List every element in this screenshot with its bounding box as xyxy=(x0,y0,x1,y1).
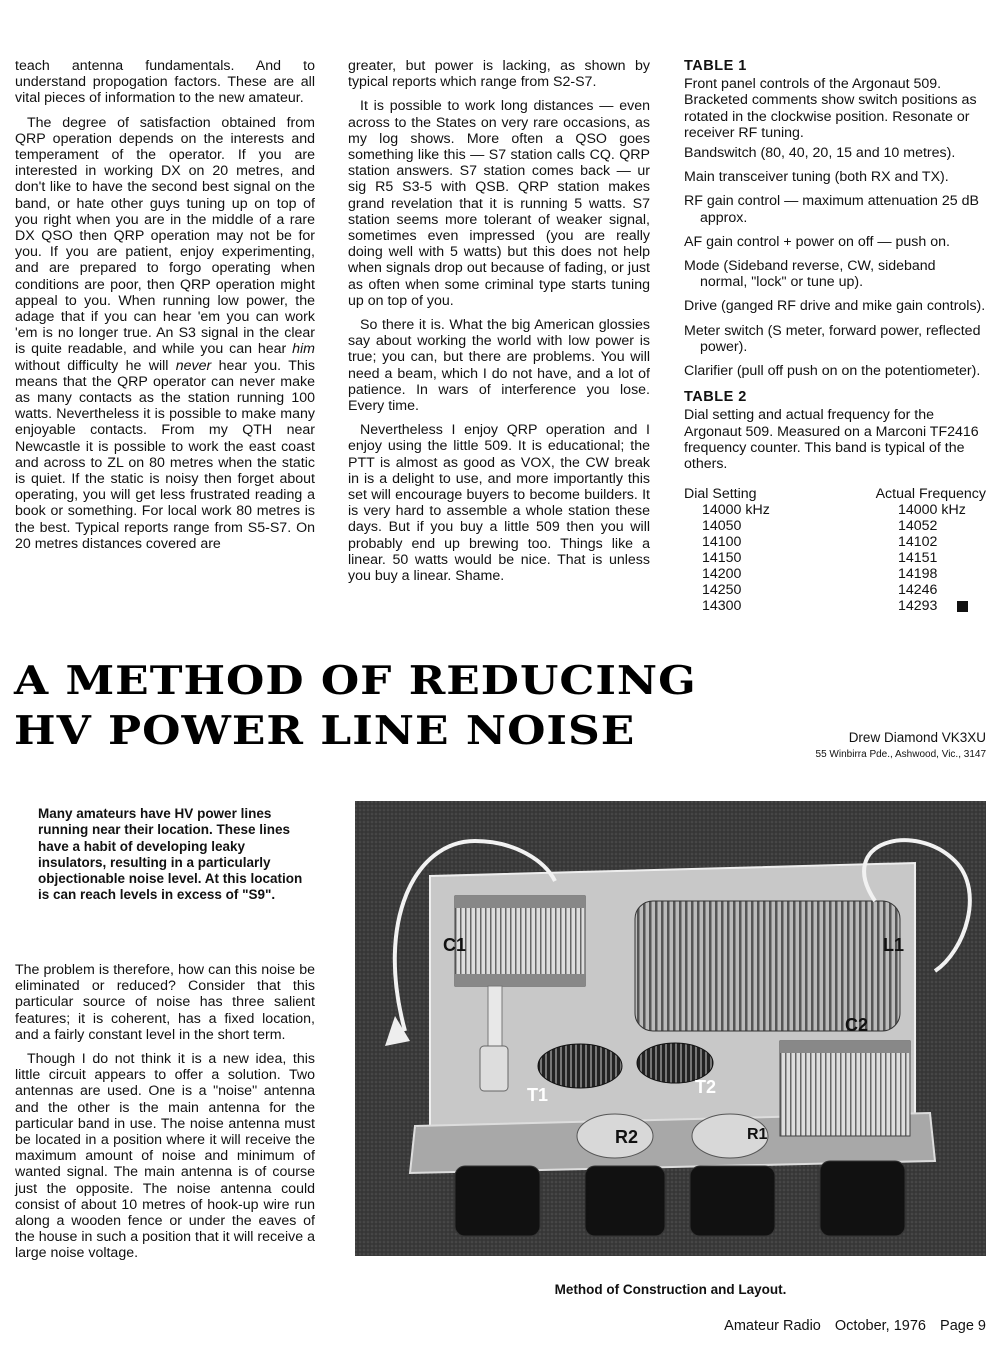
table-row xyxy=(684,550,986,566)
label-r1: R1 xyxy=(747,1126,768,1143)
dial-setting-header: Dial Setting xyxy=(684,486,757,503)
table-1-intro: Front panel controls of the Argonaut 509. Bracketed comments show switch positions as rotated in the clockwise position. Resonate or receiver RF tuning. xyxy=(684,76,977,141)
article-body xyxy=(15,962,315,1270)
shaft-coupler xyxy=(480,1046,508,1091)
dial-cell: 14300 xyxy=(702,598,742,615)
freq-cell: 14052 xyxy=(898,518,938,535)
toroid-t1 xyxy=(538,1044,622,1088)
label-c2: C2 xyxy=(845,1015,869,1035)
byline xyxy=(816,730,986,760)
author-name: Drew Diamond VK3XU xyxy=(848,730,986,745)
knob-4 xyxy=(820,1161,905,1236)
headline-line-2: HV POWER LINE NOISE xyxy=(14,708,636,755)
label-c1: C1 xyxy=(443,935,467,955)
col1-paragraph-2 xyxy=(15,115,315,552)
freq-cell: 14246 xyxy=(898,582,938,599)
dial-cell: 14050 xyxy=(702,518,742,535)
freq-cell: 14102 xyxy=(898,534,938,551)
knob-1 xyxy=(455,1166,540,1236)
col1-p2-text-b: without difficulty he will xyxy=(15,357,176,374)
freq-cell-last: 14293 xyxy=(898,598,938,615)
table-2-header xyxy=(684,486,986,502)
label-r2: R2 xyxy=(615,1127,639,1147)
col1-p2-emphasis-2: never xyxy=(175,357,212,374)
col2-paragraph-2: It is possible to work long distances — even across to the States on very rare occasions, as my log shows. More often a QSO goes something like this — S7 station calls CQ. QRP station answers. S7 station comes back — ur sig R5 S3-5 with QSB. QRP station makes grand revelation that it is running 5 watts. S7 station seems more tolerant of weaker signal, sometimes even impressed (you are really doing well with 5 watts) but this does not help when signals drop out because of fading, or just as often when some criminal type starts tuning up on top of you. xyxy=(348,98,650,309)
footer-page: Page 9 xyxy=(940,1318,986,1334)
coil-l1 xyxy=(635,901,900,1031)
col1-paragraph-1: teach antenna fundamentals. And to understand propogation factors. These are all vital pieces of information to the new amateur. xyxy=(15,58,315,107)
label-t1: T1 xyxy=(527,1085,549,1105)
column-1 xyxy=(15,58,315,560)
table-1-item: Clarifier (pull off push on on the potentiometer). xyxy=(684,363,981,380)
dial-cell: 14000 kHz xyxy=(702,502,770,519)
table-1-item: Meter switch (S meter, forward power, reflected power). xyxy=(684,322,981,355)
table-row xyxy=(684,582,986,598)
table-1-item: Bandswitch (80, 40, 20, 15 and 10 metres). xyxy=(684,145,956,162)
col1-p2-emphasis-1: him xyxy=(292,341,315,358)
page-footer xyxy=(714,1318,986,1334)
table-1-item: Drive (ganged RF drive and mike gain controls). xyxy=(684,298,986,315)
knob-2 xyxy=(585,1166,665,1236)
dial-cell: 14200 xyxy=(702,566,742,583)
end-of-article-mark xyxy=(957,601,968,612)
table-1-item: AF gain control + power on off — push on. xyxy=(684,233,950,250)
lead-paragraph: Many amateurs have HV power lines running near their location. These lines have a habit of developing leaky insulators, resulting in a particularly objectionable noise level. At this location is can reach levels in excess of "S9". xyxy=(38,806,303,903)
label-t2: T2 xyxy=(695,1077,717,1097)
capacitor-c1 xyxy=(455,896,585,986)
knob-3 xyxy=(690,1166,775,1236)
dial-cell: 14150 xyxy=(702,550,742,567)
table-2-title: TABLE 2 xyxy=(684,389,747,406)
col1-p2-text-a: The degree of satisfaction obtained from QRP operation depends on the interests and temperament of the operator. If you are interested in working DX on 20 metres, and don't like to have the second best signal on the band, or hate other guys tuning up on top of you right when you are in the middle of a rare DX QSO then QRP operation may not be for you. If you are patient, enjoy experimenting, and are prepared to forgo operating when conditions are poor, then QRP operation might appeal to you. When running low power, the adage that if you can hear 'em you can work 'em is no longer true. An S3 signal in the clear is quite readable, and while you can hear xyxy=(15,114,315,358)
table-row xyxy=(684,598,986,614)
footer-magazine: Amateur Radio xyxy=(724,1318,821,1334)
freq-cell xyxy=(874,598,978,614)
col2-paragraph-4: Nevertheless I enjoy QRP operation and I enjoy using the little 509. It is educational; the PTT is almost as good as VOX, the CW break in is a delight to use, and more importantly this set will encourage buyers to become builders. It is very hard to assemble a whole station these days. But if you buy a little 509 then you will probably end up brewing too. Things like a linear. 50 watts would be nice. That is unless you buy a linear. Shame. xyxy=(348,422,650,585)
capacitor-shaft xyxy=(488,986,502,1046)
column-3-tables xyxy=(684,58,986,614)
table-row xyxy=(684,518,986,534)
table-1-item: Main transceiver tuning (both RX and TX). xyxy=(684,169,949,186)
actual-frequency-header: Actual Frequency xyxy=(875,486,986,503)
table-1-title: TABLE 1 xyxy=(684,58,747,74)
freq-cell: 14151 xyxy=(898,550,938,567)
capacitor-c2 xyxy=(780,1041,910,1136)
col1-p2-text-c: hear you. This means that the QRP operator can never make as many contacts as the station running 100 watts. Nevertheless it is possible to make many enjoyable contacts. From my QTH near Newcastle it is possible to work the east coast and across to ZL on 80 metres when the static is quiet. If the static is noisy then forget about operating, you will get less frustrated reading a book or something. For local work 80 metres is the best. Typical reports range from S5-S7. On 20 metres distances covered are xyxy=(15,357,315,552)
column-2 xyxy=(348,58,650,592)
article-paragraph-1: The problem is therefore, how can this noise be eliminated or reduced? Consider that this particular source of noise has three salient features; it is coherent, has a fixed location, and a fairly constant level in the short term. xyxy=(15,962,315,1043)
col2-paragraph-1: greater, but power is lacking, as shown by typical reports which range from S2-S7. xyxy=(348,58,650,91)
table-2-intro: Dial setting and actual frequency for the Argonaut 509. Measured on a Marconi TF2416 frequency counter. This band is typical of the others. xyxy=(684,407,979,473)
dial-cell: 14100 xyxy=(702,534,742,551)
article-paragraph-2: Though I do not think it is a new idea, this little circuit appears to offer a solution. Two antennas are used. One is a "noise" antenna and the other is the main antenna for the particular band in use. The noise antenna must be located in a position where it will receive the maximum amount of noise and minimum of wanted signal. The main antenna is of course just the opposite. The noise antenna could consist of about 10 metres of hook-up wire run along a wooden fence or under the eaves of the house in such a position that it will receive a large noise voltage. xyxy=(15,1051,315,1262)
article-headline xyxy=(14,656,697,757)
col2-paragraph-3: So there it is. What the big American glossies say about working the world with low power is true; you can, but there are problems. You will need a beam, which I do not have, and a lot of patience. In wars of interference you lose. Every time. xyxy=(348,317,650,415)
table-1-item: Mode (Sideband reverse, CW, sideband normal, "lock" or tune up). xyxy=(684,258,936,291)
construction-photo xyxy=(355,801,986,1256)
freq-cell: 14000 kHz xyxy=(898,502,966,519)
table-row xyxy=(684,502,986,518)
footer-date: October, 1976 xyxy=(834,1318,926,1334)
freq-cell: 14198 xyxy=(898,566,938,583)
table-row xyxy=(684,566,986,582)
table-row xyxy=(684,534,986,550)
table-1-item: RF gain control — maximum attenuation 25 dB approx. xyxy=(684,193,979,226)
headline-line-1: A METHOD OF REDUCING xyxy=(14,657,697,704)
dial-cell: 14250 xyxy=(702,582,742,599)
author-address: 55 Winbirra Pde., Ashwood, Vic., 3147 xyxy=(815,749,986,760)
photo-caption: Method of Construction and Layout. xyxy=(554,1282,787,1297)
label-l1: L1 xyxy=(883,935,905,955)
